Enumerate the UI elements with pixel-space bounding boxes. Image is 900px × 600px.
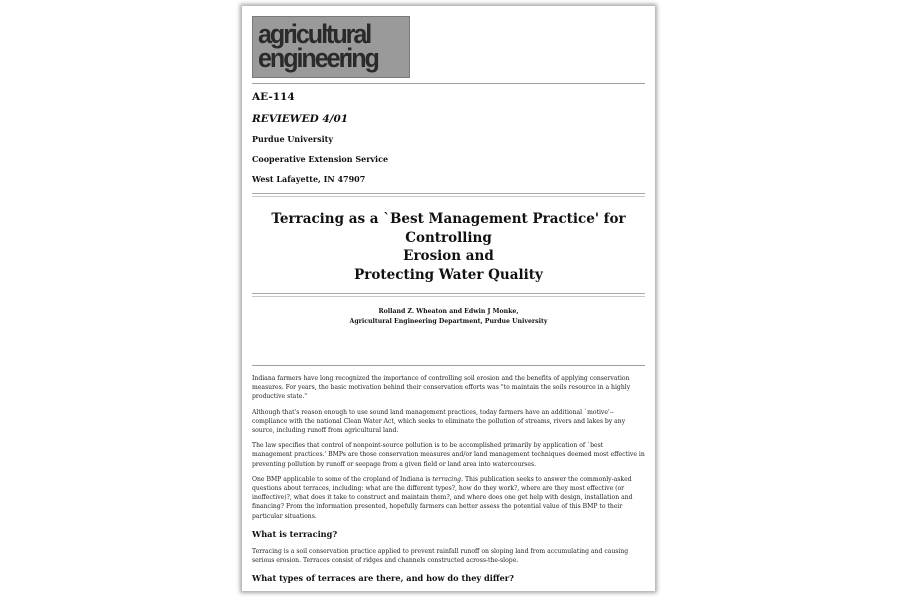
address: West Lafayette, IN 47907 [252,174,366,184]
extension-service: Cooperative Extension Service [252,154,389,164]
paragraph-clean-water-act: Although that's reason enough to use sound land management practices, today farmers have an additional `motive'--compliance with the national Clean Water Act, which seeks to eliminate the pollution of streams, rivers and lakes by any source, including runoff from agricultural land. [252,408,626,435]
title-line-1: Terracing as a `Best Management Practice' for Controlling [271,211,626,246]
logo-line-1: agricultural [258,19,371,49]
title-line-2: Erosion and [403,248,494,264]
heading-what-is-terracing: What is terracing? [252,528,338,539]
title-line-3: Protecting Water Quality [354,266,543,283]
author-department: Agricultural Engineering Department, Purdue University [349,318,548,325]
paragraph-bmp-definition: The law specifies that control of nonpoint-source pollution is to be accomplished primarily by application of `best management practices.' BMPs are those conservation measures and/or land management techniques deemed most effective in preventing pollution by runoff or seepage from a given field or land area into watercourses. [252,442,645,468]
document-page [242,6,655,591]
logo-line-2: engineering [258,43,378,73]
university-name: Purdue University [252,134,334,144]
header-divider [252,83,645,84]
reviewed-date: REVIEWED 4/01 [252,113,349,125]
body-divider [252,365,645,366]
title-top-divider [252,193,645,197]
title-bottom-divider [252,293,645,297]
document-content [252,16,645,584]
document-title [252,210,645,284]
paragraph-terracing-definition: Terracing is a soil conservation practice applied to prevent rainfall runoff on sloping land from accumulating and causing serious erosion. Terraces consist of ridges and channels constructed across-the-slope. [252,547,629,565]
author-names: Rolland Z. Wheaton and Edwin J Monke, [378,308,519,315]
paragraph-intro: Indiana farmers have long recognized the importance of controlling soil erosion and the benefits of applying conservation measures. For years, the basic motivation behind their conservation efforts was "to maintain the soils resource in a highly productive state." [252,375,631,401]
p4-text-after: . This publication seeks to answer the commonly-asked questions about terraces, including: what are the different types?, how do they work?, where are they most effective (or ineffective)?, what does it take to construct and maintain them?, and where does one get help with design, installation and financing? From the information presented, hopefully farmers can better assess the potential value of this BMP to their particular situations. [252,475,633,520]
paragraph-terracing-bmp [252,475,645,521]
heading-terrace-types: What types of terraces are there, and how do they differ? [252,573,514,584]
p4-text-before: One BMP applicable to some of the cropland of Indiana is [252,475,433,483]
p4-italic-term: terracing [432,475,462,483]
publication-code: AE-114 [252,91,295,103]
agricultural-engineering-logo [252,16,410,78]
author-block [252,307,645,327]
article-body [252,374,645,584]
